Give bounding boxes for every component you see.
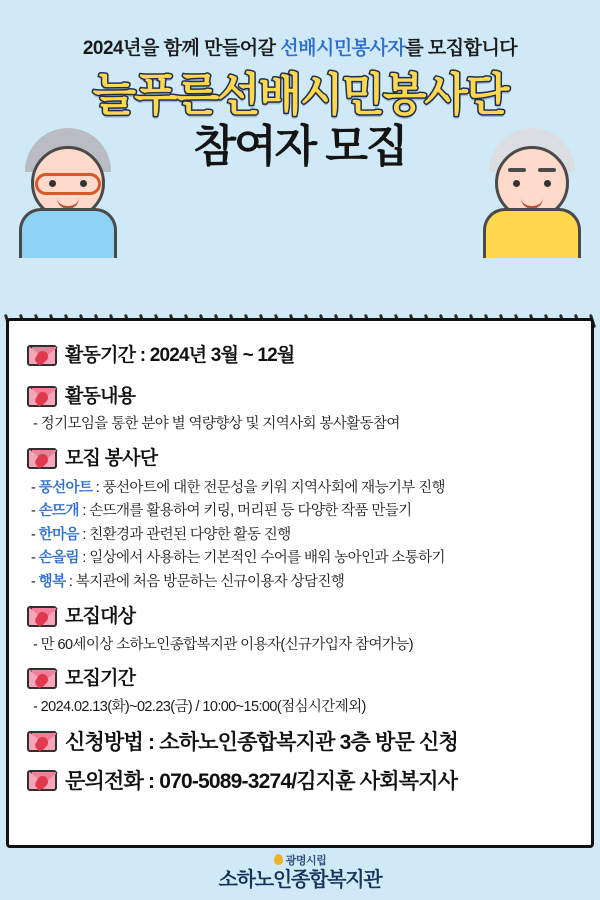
- list-item: - 손뜨개 : 손뜨개를 활용하여 키링, 머리핀 등 다양한 작품 만들기: [31, 503, 412, 520]
- tagline-post: 를 모집합니다: [405, 38, 518, 59]
- mail-icon: [27, 731, 57, 752]
- mail-icon: [27, 386, 57, 407]
- section-eligibility: [27, 604, 573, 630]
- mail-icon: [27, 770, 57, 791]
- list-item: - 풍선아트 : 풍선아트에 대한 전문성을 키워 지역사회에 재능기부 진행: [31, 479, 445, 496]
- eye-left: [513, 180, 520, 187]
- eye-right: [80, 180, 87, 187]
- eyebrow-left: [508, 168, 526, 172]
- eye-right: [544, 180, 551, 187]
- page-subtitle: 참여자 모집: [193, 122, 407, 172]
- elder-man-character: [16, 128, 120, 258]
- team-name: 손올림: [38, 550, 79, 567]
- team-desc: 손뜨개를 활용하여 키링, 머리핀 등 다양한 작품 만들기: [89, 503, 412, 520]
- team-desc: 친환경과 관련된 다양한 활동 진행: [89, 526, 291, 543]
- team-desc: 복지관에 처음 방문하는 신규이용자 상담진행: [75, 573, 345, 590]
- team-desc: 풍선아트에 대한 전문성을 키워 지역사회에 재능기부 진행: [102, 479, 445, 496]
- section-body: - 정기모임을 통한 분야 별 역량향상 및 지역사회 봉사활동참여: [33, 416, 400, 433]
- section-heading: 신청방법 : 소하노인종합복지관 3층 방문 신청: [65, 730, 458, 754]
- team-name: 풍선아트: [38, 479, 93, 496]
- list-item: - 한마음 : 친환경과 관련된 다양한 활동 진행: [31, 526, 291, 543]
- team-name: 한마음: [38, 526, 79, 543]
- team-name: 손뜨개: [38, 503, 79, 520]
- section-contact: [27, 768, 573, 796]
- mail-icon: [27, 668, 57, 689]
- section-application-period: [27, 666, 573, 692]
- organization-name: 소하노인종합복지관: [218, 869, 382, 891]
- section-heading: 활동기간 : 2024년 3월 ~ 12월: [65, 345, 295, 366]
- eyebrow-right: [538, 168, 556, 172]
- section-activity-period: [27, 343, 573, 369]
- list-item: - 손올림 : 일상에서 사용하는 기본적인 수어를 배워 농아인과 소통하기: [31, 550, 445, 567]
- section-body: - 만 60세이상 소하노인종합복지관 이용자(신규가입자 참여가능): [33, 636, 413, 653]
- poster-footer: [0, 848, 600, 900]
- team-list: [31, 477, 573, 594]
- poster-header: [0, 0, 600, 310]
- team-name: 행복: [38, 573, 66, 590]
- tagline-accent: 선배시민봉사자: [280, 38, 406, 59]
- glasses-icon: [35, 173, 101, 195]
- eye-left: [49, 180, 56, 187]
- city-logo-icon: [274, 854, 283, 865]
- section-body: - 2024.02.13(화)~02.23(금) / 10:00~15:00(점심시간제외): [33, 699, 366, 716]
- section-heading: 모집대상: [65, 606, 136, 628]
- page-title: 늘푸른선배시민봉사단: [92, 68, 508, 120]
- torso-shape: [19, 208, 117, 258]
- mail-icon: [27, 606, 57, 627]
- section-recruit-teams: [27, 446, 573, 472]
- elder-woman-character: [480, 128, 584, 258]
- section-heading: 활동내용: [65, 385, 136, 407]
- torso-shape: [483, 208, 581, 258]
- tagline-pre: 2024년을 함께 만들어갈: [82, 38, 281, 59]
- section-heading: 모집기간: [65, 668, 136, 690]
- mail-icon: [27, 345, 57, 366]
- section-how-to-apply: [27, 729, 573, 757]
- mail-icon: [27, 448, 57, 469]
- tagline: [0, 0, 600, 61]
- content-card: [6, 318, 594, 848]
- section-heading: 모집 봉사단: [65, 448, 158, 470]
- city-name: 광명시립: [285, 855, 327, 867]
- city-label: [0, 848, 600, 868]
- section-activity-content: [27, 384, 573, 410]
- list-item: - 행복 : 복지관에 처음 방문하는 신규이용자 상담진행: [31, 573, 345, 590]
- team-desc: 일상에서 사용하는 기본적인 수어를 배워 농아인과 소통하기: [89, 550, 445, 567]
- section-heading: 문의전화 : 070-5089-3274/김지훈 사회복지사: [65, 770, 458, 794]
